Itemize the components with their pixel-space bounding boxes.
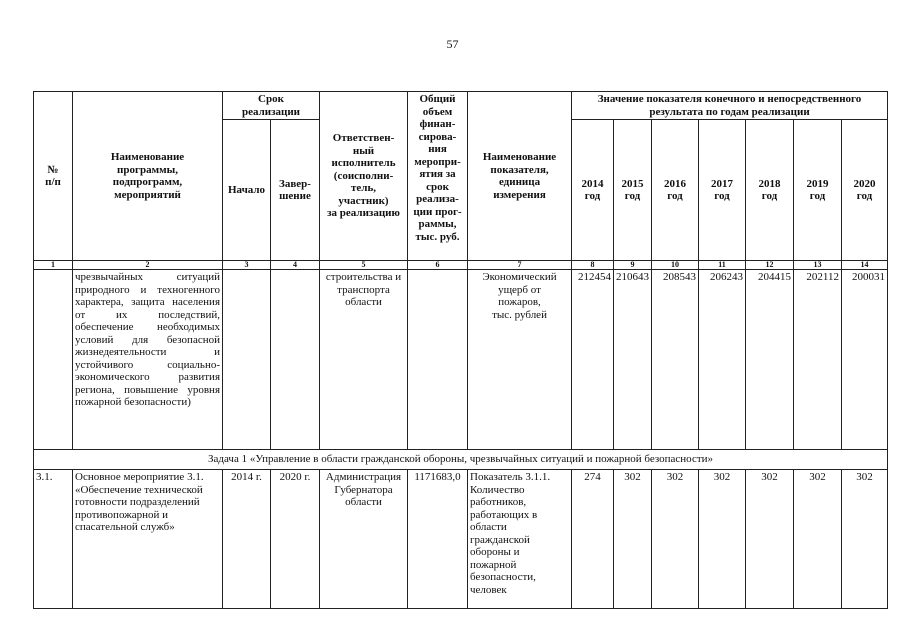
column-number: 4 [271, 261, 320, 270]
header-year-2018: 2018 год [746, 120, 794, 261]
header-end: Завер- шение [271, 120, 320, 261]
row-value-2014: 274 [572, 470, 614, 609]
row-value-2018: 302 [746, 470, 794, 609]
row-value-2020: 302 [842, 470, 888, 609]
header-indicator: Наименование показателя, единица измерения [468, 92, 572, 261]
header-funding: Общий объем финан- сирова- ния меропри- ятия за срок реализа- ции прог- раммы, тыс. руб. [408, 92, 468, 261]
column-number: 9 [614, 261, 652, 270]
header-year-2019: 2019 год [794, 120, 842, 261]
column-number: 10 [652, 261, 699, 270]
header-values-group: Значение показателя конечного и непосредственного результата по годам реализации [572, 92, 888, 120]
column-number: 3 [223, 261, 271, 270]
row-funding: 1171683,0 [408, 470, 468, 609]
column-number: 1 [34, 261, 73, 270]
row-name: Основное мероприятие 3.1. «Обеспечение технической готовности подразделений противопожарной и спасательной служб» [73, 470, 223, 609]
row-num: 3.1. [34, 470, 73, 609]
header-term: Срок реализации [223, 92, 320, 120]
column-number: 11 [699, 261, 746, 270]
header-year-2014: 2014 год [572, 120, 614, 261]
row-value-2017: 302 [699, 470, 746, 609]
header-year-2015: 2015 год [614, 120, 652, 261]
column-number: 2 [73, 261, 223, 270]
row-value-2018: 204415 [746, 270, 794, 450]
row-value-2017: 206243 [699, 270, 746, 450]
column-number: 5 [320, 261, 408, 270]
column-number: 13 [794, 261, 842, 270]
row-name: чрезвычайных ситуаций природного и техногенного характера, защита населения от их последствий, обеспечение необходимых условий для безопасной жизнедеятельности и устойчивого социально-экономического развития региона, повышение уровня пожарной безопасности) [73, 270, 223, 450]
row-value-2014: 212454 [572, 270, 614, 450]
row-value-2019: 202112 [794, 270, 842, 450]
task-row [34, 450, 888, 470]
row-num [34, 270, 73, 450]
row-executor: Администрация Губернатора области [320, 470, 408, 609]
column-number: 12 [746, 261, 794, 270]
row-start [223, 270, 271, 450]
row-value-2016: 208543 [652, 270, 699, 450]
row-value-2015: 302 [614, 470, 652, 609]
column-number: 14 [842, 261, 888, 270]
row-executor: строительства и транспорта области [320, 270, 408, 450]
column-number-row [34, 261, 888, 270]
column-number: 8 [572, 261, 614, 270]
header-num: № п/п [34, 92, 73, 261]
page-number: 57 [446, 37, 459, 51]
row-value-2015: 210643 [614, 270, 652, 450]
row-start: 2014 г. [223, 470, 271, 609]
row-end [271, 270, 320, 450]
row-value-2020: 200031 [842, 270, 888, 450]
column-number: 7 [468, 261, 572, 270]
table-row [34, 470, 888, 609]
header-executor: Ответствен- ный исполнитель (соисполни- тель, участник) за реализацию [320, 92, 408, 261]
header-year-2020: 2020 год [842, 120, 888, 261]
header-year-2016: 2016 год [652, 120, 699, 261]
header-start: Начало [223, 120, 271, 261]
row-value-2019: 302 [794, 470, 842, 609]
column-number: 6 [408, 261, 468, 270]
header-year-2017: 2017 год [699, 120, 746, 261]
program-table [33, 91, 888, 609]
row-indicator: Показатель 3.1.1. Количество работников, работающих в области гражданской обороны и пожарной безопасности, человек [468, 470, 572, 609]
row-value-2016: 302 [652, 470, 699, 609]
row-end: 2020 г. [271, 470, 320, 609]
header-name: Наименование программы, подпрограмм, мероприятий [73, 92, 223, 261]
row-funding [408, 270, 468, 450]
table-row [34, 270, 888, 450]
row-indicator: Экономический ущерб от пожаров, тыс. рублей [468, 270, 572, 450]
task-title: Задача 1 «Управление в области гражданской обороны, чрезвычайных ситуаций и пожарной безопасности» [34, 450, 888, 470]
